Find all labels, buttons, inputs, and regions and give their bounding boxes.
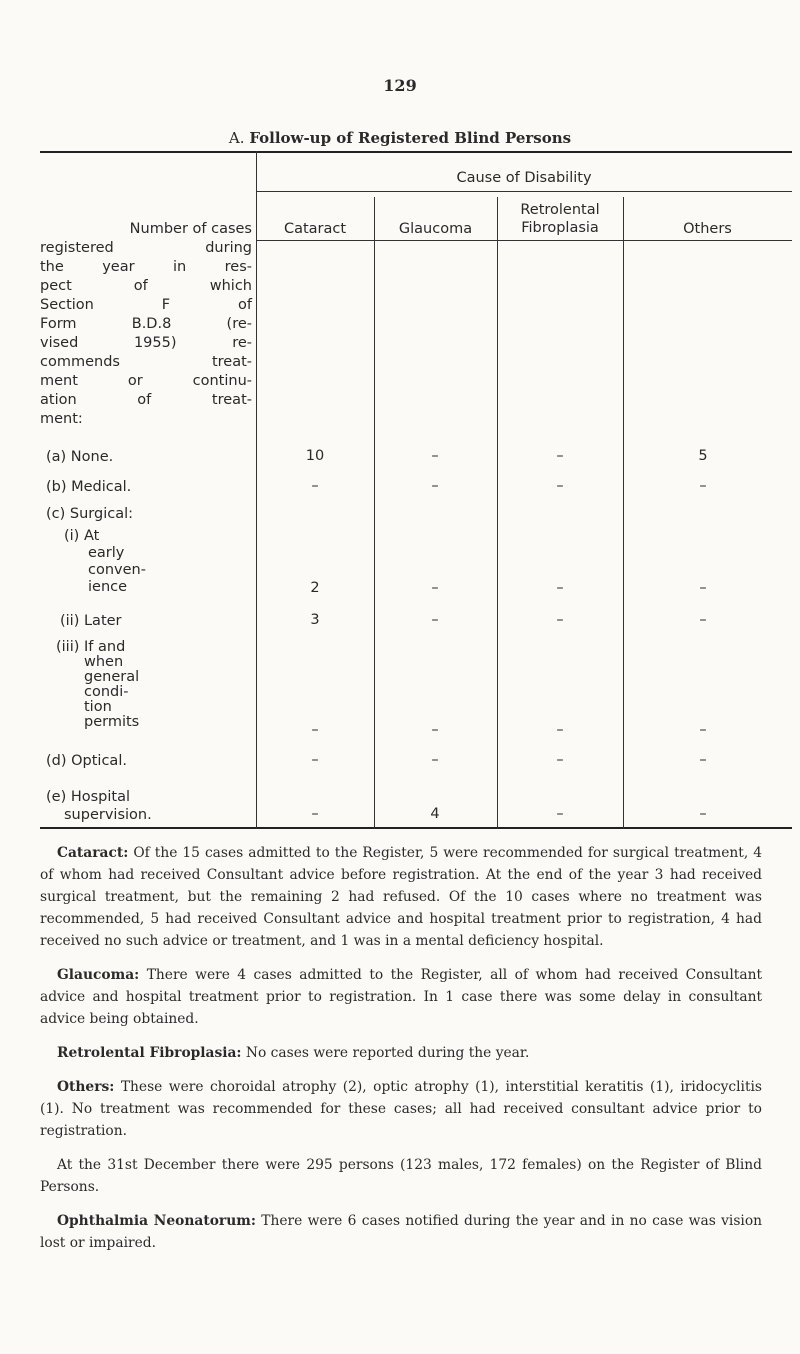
table-cell: – xyxy=(699,612,707,628)
stub-header-line: the year in res- xyxy=(40,259,252,275)
table-cell: – xyxy=(431,580,439,596)
column-header-cataract: Cataract xyxy=(283,221,347,237)
table-cell: – xyxy=(556,752,564,768)
table-cell: – xyxy=(556,580,564,596)
row-label-line: tion xyxy=(84,699,112,715)
stub-header-line: registered during xyxy=(40,240,252,256)
note-paragraph xyxy=(40,842,762,952)
row-label-line: general xyxy=(84,669,140,685)
table-top-rule xyxy=(40,151,792,153)
table-cell: – xyxy=(311,478,319,494)
table-cell: – xyxy=(699,752,707,768)
row-label-line: conven- xyxy=(88,562,146,578)
column-header-line: Retrolental xyxy=(520,202,600,218)
column-divider xyxy=(623,197,624,829)
stub-header-line: pect of which xyxy=(40,278,252,294)
column-header-rule xyxy=(256,240,792,241)
stub-header-line: Number of cases xyxy=(129,221,252,237)
stub-header-line: Form B.D.8 (re- xyxy=(40,316,252,332)
row-label-early-convenience xyxy=(64,528,146,596)
row-label-none: (a) None. xyxy=(46,449,114,465)
table-cell: – xyxy=(699,722,707,738)
column-header-others: Others xyxy=(683,221,732,237)
note-text: There were 4 cases admitted to the Register, all of whom had received Consultant advice and hospital treatment prior to registration. In 1 case there was some delay in consultant advice being obtained. xyxy=(40,967,762,1027)
table-cell: 3 xyxy=(310,612,320,628)
table-cell: – xyxy=(699,580,707,596)
note-term: Others: xyxy=(57,1079,115,1095)
table-cell: – xyxy=(311,806,319,822)
row-label-later: (ii) Later xyxy=(60,613,122,629)
stub-header-line: ment: xyxy=(40,411,83,427)
table-cell: – xyxy=(431,448,439,464)
section-label: A. xyxy=(228,129,245,147)
column-header-line: Fibroplasia xyxy=(521,220,599,236)
table-cell: – xyxy=(556,806,564,822)
table-cell: – xyxy=(311,722,319,738)
note-paragraph xyxy=(40,964,762,1030)
column-header-glaucoma: Glaucoma xyxy=(398,221,473,237)
table-cell: – xyxy=(556,722,564,738)
stub-header-line: ment or continu- xyxy=(40,373,252,389)
section-heading xyxy=(0,129,800,147)
row-label-optical: (d) Optical. xyxy=(46,753,127,769)
row-label-line: permits xyxy=(84,714,140,730)
row-label-line: (i) At xyxy=(64,528,100,544)
note-paragraph xyxy=(40,1154,762,1198)
table-cell: 4 xyxy=(430,806,440,822)
stub-header-line: ation of treat- xyxy=(40,392,252,408)
row-label-line: (e) Hospital xyxy=(46,789,131,805)
notes xyxy=(40,842,762,1266)
row-label-medical: (b) Medical. xyxy=(46,479,132,495)
table-cell: – xyxy=(431,722,439,738)
note-text: These were choroidal atrophy (2), optic atrophy (1), interstitial keratitis (1), iridocyclitis (1). No treatment was recommended for these cases; all had received consultant advice prior to registration. xyxy=(40,1079,763,1139)
column-divider xyxy=(497,197,498,829)
table-cell: – xyxy=(699,806,707,822)
row-label-line: (iii) If and xyxy=(56,639,126,655)
section-title: Follow-up of Registered Blind Persons xyxy=(249,129,572,147)
row-label-line: when xyxy=(84,654,124,670)
note-term: Retrolental Fibroplasia: xyxy=(57,1045,242,1061)
column-divider xyxy=(256,151,257,829)
row-label-surgical: (c) Surgical: xyxy=(46,506,133,522)
note-text: No cases were reported during the year. xyxy=(245,1045,530,1061)
stub-header-line: Section F of xyxy=(40,297,252,313)
row-label-line: ience xyxy=(88,579,128,595)
note-term: Glaucoma: xyxy=(57,967,140,983)
table-cell: – xyxy=(431,612,439,628)
stub-header-line: commends treat- xyxy=(40,354,252,370)
table-cell: – xyxy=(556,612,564,628)
row-label-line: supervision. xyxy=(64,807,152,823)
note-paragraph xyxy=(40,1210,762,1254)
row-label-hospital-supervision xyxy=(46,788,152,824)
table-cell: 2 xyxy=(310,580,320,596)
group-header: Cause of Disability xyxy=(456,170,592,186)
note-term: Ophthalmia Neonatorum: xyxy=(57,1213,256,1229)
column-divider xyxy=(374,197,375,829)
table-cell: – xyxy=(699,478,707,494)
table-cell: 10 xyxy=(305,448,325,464)
table-cell: – xyxy=(556,478,564,494)
note-text: There were 6 cases notified during the year and in no case was vision lost or impaired. xyxy=(40,1213,763,1251)
table-cell: 5 xyxy=(698,448,708,464)
row-label-line: condi- xyxy=(84,684,129,700)
note-term: Cataract: xyxy=(57,845,129,861)
table-cell: – xyxy=(311,752,319,768)
table-cell: – xyxy=(431,752,439,768)
table-bottom-rule xyxy=(40,827,792,829)
page-number: 129 xyxy=(383,76,417,95)
note-text: Of the 15 cases admitted to the Register, 5 were recommended for surgical treatment, 4 of whom had received Consultant advice before registration. At the end of the year 3 had received surgical treatment, but the remaining 2 had refused. Of the 10 cases where no treatment was recommended, 5 had received Consultant advice and hospital treatment prior to registration, 4 had received no such advice or treatment, and 1 was in a mental deficiency hospital. xyxy=(40,845,762,949)
note-text: At the 31st December there were 295 persons (123 males, 172 females) on the Register of Blind Persons. xyxy=(40,1157,762,1195)
stub-header-line: vised 1955) re- xyxy=(40,335,252,351)
note-paragraph xyxy=(40,1042,762,1064)
table-cell: – xyxy=(556,448,564,464)
row-label-line: early xyxy=(88,545,125,561)
table-cell: – xyxy=(431,478,439,494)
column-header-retrolental xyxy=(497,201,623,237)
note-paragraph xyxy=(40,1076,762,1142)
group-header-rule xyxy=(256,191,792,192)
row-label-general-condition xyxy=(56,640,139,730)
